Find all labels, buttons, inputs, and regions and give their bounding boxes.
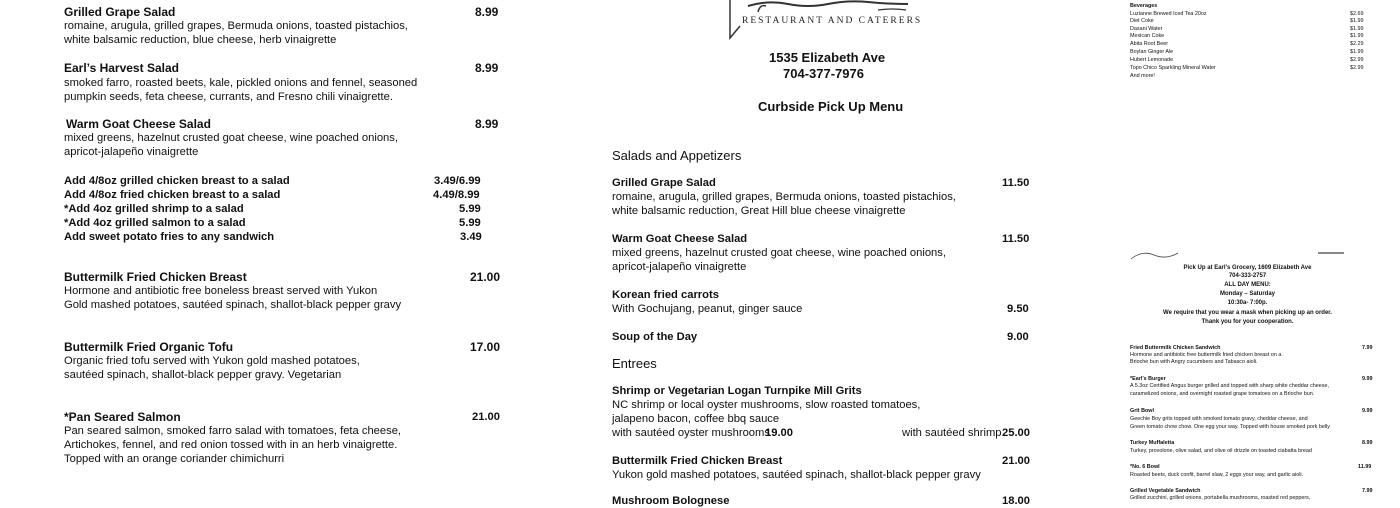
item-name: Warm Goat Cheese Salad	[612, 233, 748, 245]
beverage-price: $2.29	[1350, 41, 1364, 47]
beverage-price: $1.99	[1350, 18, 1364, 24]
section-heading: Entrees	[612, 356, 657, 371]
item-price: 19.00	[765, 427, 793, 439]
item-desc: white balsamic reduction, blue cheese, herb vinaigrette	[64, 34, 337, 46]
addon-label: Add 4/8oz grilled chicken breast to a salad	[64, 175, 290, 187]
beverage-price: $2.99	[1350, 57, 1364, 63]
item-desc: A 5.3oz Certified Angus burger grilled and topped with sharp white cheddar cheese,	[1130, 383, 1329, 389]
addon-label: *Add 4oz grilled shrimp to a salad	[64, 203, 244, 215]
item-name: *Pan Seared Salmon	[64, 410, 181, 424]
pickup-line: 10:30a- 7:00p.	[1227, 300, 1268, 306]
item-desc: mixed greens, hazelnut crusted goat cheese, wine poached onions,	[64, 132, 398, 144]
item-price: 9.99	[1362, 408, 1373, 414]
item-desc: With Gochujang, peanut, ginger sauce	[612, 303, 803, 315]
item-desc: apricot-jalapeño vinaigrette	[64, 146, 199, 158]
item-name: Mushroom Bolognese	[612, 495, 730, 507]
item-name: Soup of the Day	[612, 331, 698, 343]
item-desc: mixed greens, hazelnut crusted goat cheese, wine poached onions,	[612, 247, 946, 259]
item-desc: Hormone and antibiotic free boneless breast served with Yukon	[64, 285, 378, 297]
item-desc: Topped with an orange coriander chimichurri	[64, 453, 285, 465]
item-price: 9.50	[1007, 303, 1029, 315]
item-name: Grilled Grape Salad	[64, 5, 176, 19]
item-desc: white balsamic reduction, Great Hill blue cheese vinaigrette	[612, 205, 906, 217]
item-price: 17.00	[470, 340, 501, 354]
item-name: *Earl’s Burger	[1130, 376, 1166, 382]
addon-price: 3.49/6.99	[434, 175, 481, 187]
item-name: Warm Goat Cheese Salad	[66, 117, 211, 131]
item-desc: sautéed spinach, shallot-black pepper gravy. Vegetarian	[64, 369, 342, 381]
pickup-header: Pick Up at Earl’s Grocery, 1609 Elizabeth Ave	[1183, 265, 1312, 271]
item-price: 8.99	[475, 117, 499, 131]
earls-logo	[1130, 250, 1180, 260]
mask-notice: Thank you for your cooperation.	[1201, 319, 1294, 325]
item-desc: Pan seared salmon, smoked farro salad with tomatoes, feta cheese,	[64, 425, 402, 437]
item-name: Grilled Grape Salad	[612, 177, 716, 189]
item-name: Buttermilk Fried Chicken Breast	[612, 455, 783, 467]
item-desc: Gold mashed potatoes, sautéed spinach, shallot-black pepper gravy	[64, 299, 402, 311]
restaurant-address: 1535 Elizabeth Ave	[769, 50, 886, 65]
item-desc: caramelized onions, and overnight roasted grape tomatoes on a Brioche bun.	[1130, 391, 1315, 397]
item-desc: smoked farro, roasted beets, kale, pickled onions and fennel, seasoned	[64, 77, 418, 89]
beverage-price: $1.99	[1350, 33, 1364, 39]
section-heading: Salads and Appetizers	[612, 148, 742, 163]
beverage-name: Diet Coke	[1130, 18, 1154, 24]
item-price: 11.99	[1358, 464, 1372, 470]
addon-label: Add sweet potato fries to any sandwich	[64, 231, 275, 243]
menu-title: Curbside Pick Up Menu	[758, 99, 904, 114]
item-price: 18.00	[1002, 495, 1030, 507]
item-option: with sautéed shrimp	[902, 427, 1002, 439]
item-name: Fried Buttermilk Chicken Sandwich	[1130, 345, 1221, 351]
item-desc: Organic fried tofu served with Yukon gold mashed potatoes,	[64, 355, 360, 367]
item-price: 7.99	[1362, 345, 1373, 351]
item-desc: Hormone and antibiotic free buttermilk fried chicken breast on a	[1130, 352, 1282, 358]
item-name: *No. 6 Bowl	[1130, 464, 1160, 470]
addon-price: 5.99	[459, 203, 481, 215]
item-name: Grilled Vegetable Sandwich	[1130, 488, 1201, 494]
beverage-name: Dasani Water	[1130, 26, 1163, 32]
beverage-name: Mexican Coke	[1130, 33, 1165, 39]
item-desc: Turkey, provolone, olive salad, and olive oil drizzle on toasted ciabatta bread	[1130, 448, 1312, 454]
mask-notice: We require that you wear a mask when picking up an order.	[1163, 310, 1332, 316]
item-price: 9.99	[1362, 376, 1373, 382]
item-desc: jalapeno bacon, coffee bbq sauce	[612, 413, 780, 425]
item-name: Buttermilk Fried Organic Tofu	[64, 340, 234, 354]
item-price: 8.99	[1362, 440, 1373, 446]
item-name: Turkey Muffaletta	[1130, 440, 1175, 446]
addon-price: 4.49/8.99	[433, 189, 480, 201]
item-name: Earl’s Harvest Salad	[64, 61, 179, 75]
beverages-header: Beverages	[1130, 3, 1158, 9]
beverage-name: Luzianne Brewed Iced Tea 20oz	[1130, 11, 1207, 17]
beverage-price: $1.99	[1350, 49, 1364, 55]
item-name: Shrimp or Vegetarian Logan Turnpike Mill Grits	[612, 385, 862, 397]
beverage-price: $2.69	[1350, 11, 1364, 17]
earls-logo-mark	[1318, 252, 1344, 254]
item-desc: NC shrimp or local oyster mushrooms, slow roasted tomatoes,	[612, 399, 921, 411]
item-name: Korean fried carrots	[612, 289, 719, 301]
beverage-name: Topo Chico Sparkling Mineral Water	[1130, 65, 1216, 71]
beverage-name: Hubert Lemonade	[1130, 57, 1174, 63]
item-desc: Geechie Boy grits topped with smoked tomato gravy, cheddar cheese, and	[1130, 416, 1308, 422]
item-desc: Roasted beets, duck confit, barrel slaw, 2 eggs your way, and garlic aioli.	[1130, 472, 1304, 478]
item-price: 21.00	[1002, 455, 1030, 467]
item-desc: Green tomato chow chow. One egg your way. Topped with house smoked pork belly	[1130, 424, 1330, 430]
pickup-phone: 704-333-2757	[1228, 273, 1267, 279]
item-name: Buttermilk Fried Chicken Breast	[64, 270, 247, 284]
addon-price: 5.99	[459, 217, 481, 229]
beverages-footer: And more!	[1130, 73, 1155, 79]
item-price: 21.00	[472, 411, 500, 423]
item-desc: pumpkin seeds, feta cheese, currants, and Fresno chili vinaigrette.	[64, 91, 393, 103]
beverage-name: Abita Root Beer	[1130, 41, 1169, 47]
restaurant-phone: 704-377-7976	[783, 66, 864, 81]
pickup-line: ALL DAY MENU:	[1224, 282, 1271, 288]
item-desc: Yukon gold mashed potatoes, sautéed spinach, shallot-black pepper gravy	[612, 469, 981, 481]
item-price: 11.50	[1002, 177, 1030, 189]
logo-subtitle: RESTAURANT AND CATERERS	[742, 16, 923, 26]
item-desc: romaine, arugula, grilled grapes, Bermuda onions, toasted pistachios,	[612, 191, 956, 203]
item-price: 8.99	[475, 5, 499, 19]
addon-price: 3.49	[460, 231, 482, 243]
item-desc: apricot-jalapeño vinaigrette	[612, 261, 747, 273]
beverage-price: $2.99	[1350, 65, 1364, 71]
item-price: 21.00	[470, 270, 501, 284]
item-option: with sautéed oyster mushrooms	[612, 427, 770, 439]
item-price: 9.00	[1007, 331, 1029, 343]
item-price: 8.99	[475, 61, 499, 75]
item-desc: Brioche bun with Angry cucumbers and Tabasco aioli.	[1130, 359, 1258, 365]
item-desc: Artichokes, fennel, and red onion tossed with in an herb vinaigrette.	[64, 439, 398, 451]
pickup-line: Monday – Saturday	[1219, 291, 1275, 297]
item-price: 25.00	[1002, 427, 1030, 439]
item-desc: romaine, arugula, grilled grapes, Bermuda onions, toasted pistachios,	[64, 20, 408, 32]
beverage-name: Boylan Ginger Ale	[1130, 49, 1174, 55]
item-price: 11.50	[1002, 233, 1030, 245]
item-price: 7.99	[1362, 488, 1373, 494]
item-name: Grit Bowl	[1130, 408, 1154, 414]
addon-label: *Add 4oz grilled salmon to a salad	[64, 217, 246, 229]
addon-label: Add 4/8oz fried chicken breast to a salad	[64, 189, 281, 201]
item-desc: Grilled zucchini, grilled onions, portabella mushrooms, roasted red peppers,	[1130, 495, 1311, 501]
beverage-price: $1.99	[1350, 26, 1364, 32]
